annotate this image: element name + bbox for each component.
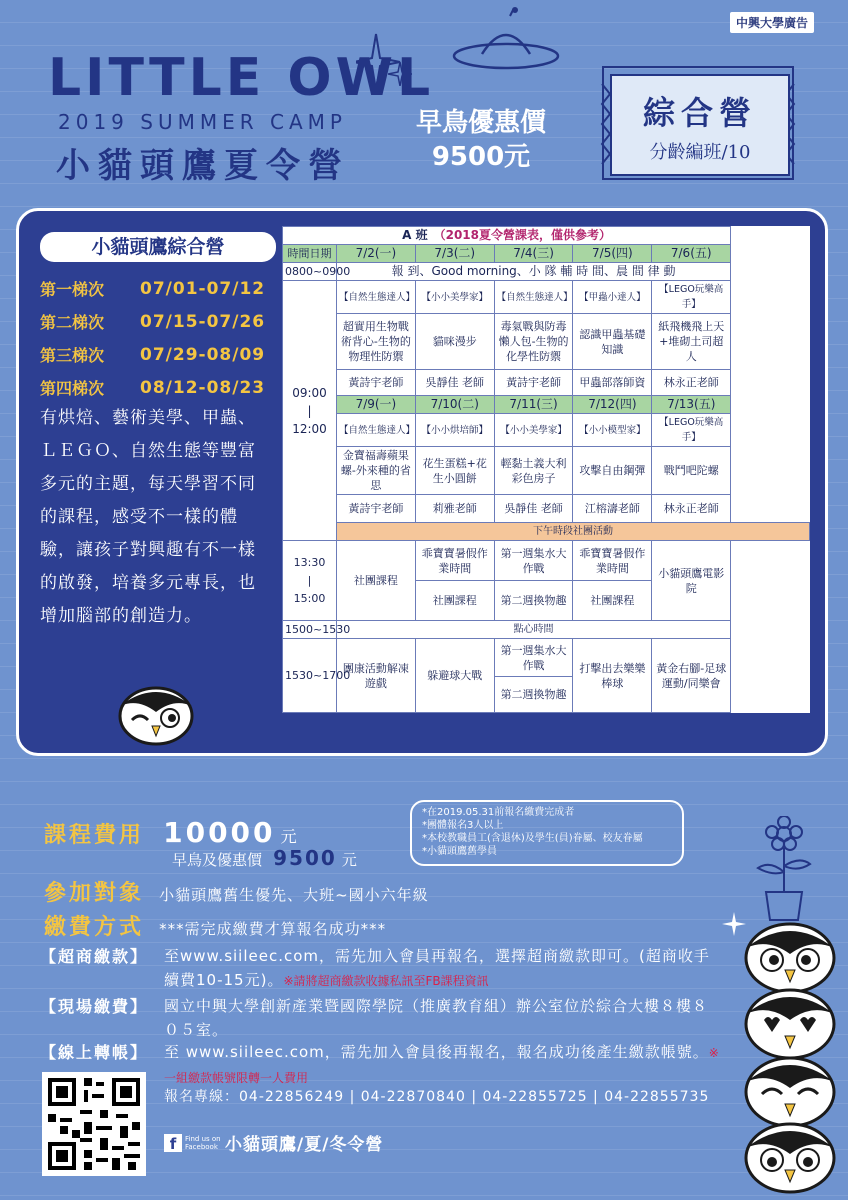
time-cell bbox=[283, 541, 337, 621]
schedule-note: （2018夏令營課表，僅供參考） bbox=[439, 228, 612, 242]
afternoon-banner-row bbox=[283, 523, 810, 541]
activity-cell: 乖寶寶暑假作業時間 bbox=[415, 541, 494, 581]
tag-cell: 【小小美學家】 bbox=[494, 414, 573, 447]
time-sep: | bbox=[307, 573, 312, 587]
ufo-icon bbox=[430, 6, 560, 86]
table-row bbox=[283, 447, 810, 495]
tag-cell: 【小小模型家】 bbox=[573, 414, 652, 447]
activity-cell: 社團課程 bbox=[573, 581, 652, 621]
teacher-cell: 吳靜佳 老師 bbox=[494, 495, 573, 523]
time-end: 15:00 bbox=[293, 591, 326, 605]
fee-unit: 元 bbox=[280, 827, 297, 846]
early-bird-badge bbox=[398, 106, 564, 174]
topic-cell: 戰鬥吧陀螺 bbox=[652, 447, 731, 495]
header-cell: 7/11(三) bbox=[494, 396, 573, 414]
time-cell: 0800~0900 bbox=[283, 263, 337, 281]
camp-description: 有烘焙、藝術美學、甲蟲、ＬＥＧＯ、自然生態等豐富多元的主題，每天學習不同的課程，感受不一樣的體驗，讓孩子對興趣有不一樣的啟發，培養多元專長，也增加腦部的創造力。 bbox=[40, 408, 256, 626]
time-end: 12:00 bbox=[292, 421, 327, 436]
session-dates: 07/29-08/09 bbox=[140, 344, 266, 365]
payment-row bbox=[44, 910, 386, 941]
schedule-title bbox=[283, 227, 731, 245]
topic-cell: 紙飛機飛上天+堆砌土司超人 bbox=[652, 314, 731, 370]
date-header-row bbox=[283, 396, 810, 414]
table-row bbox=[283, 370, 810, 396]
time-cell: 1530~1700 bbox=[283, 639, 337, 713]
time-sep: | bbox=[307, 403, 312, 418]
camp-title: 小貓頭鷹綜合營 bbox=[40, 232, 276, 262]
teacher-cell: 江榕濤老師 bbox=[573, 495, 652, 523]
time-cell bbox=[283, 281, 337, 541]
tag-cell: 【自然生態達人】 bbox=[494, 281, 573, 314]
tag-cell: 【自然生態達人】 bbox=[337, 414, 416, 447]
qr-code-icon bbox=[48, 1078, 140, 1170]
teacher-cell: 林永正老師 bbox=[652, 495, 731, 523]
session-item bbox=[40, 338, 280, 371]
teacher-cell: 黃詩宇老師 bbox=[494, 370, 573, 396]
pay-method-body bbox=[164, 1040, 720, 1090]
pay-method-warning: ※一組繳款帳號限轉一人費用 bbox=[164, 1046, 719, 1085]
pay-method-text: 至www.siileec.com，需先加入會員再報名，選擇超商繳款即可。(超商收手續費10-15元)。 bbox=[164, 947, 710, 989]
afternoon-banner: 下午時段社團活動 bbox=[337, 523, 810, 541]
pay-method-text: 國立中興大學創新產業暨國際學院（推廣教育組）辦公室位於綜合大樓８樓８０５室。 bbox=[164, 997, 709, 1039]
table-row bbox=[283, 263, 810, 281]
activity-cell: 社團課程 bbox=[415, 581, 494, 621]
owl-stack-icon bbox=[740, 920, 840, 1200]
activity-cell: 團康活動解凍遊戲 bbox=[337, 639, 416, 713]
pay-method-text: 至 www.siileec.com，需先加入會員後再報名，報名成功後產生繳款帳號。 bbox=[164, 1043, 709, 1061]
table-row bbox=[283, 314, 810, 370]
target-text: 小貓頭鷹舊生優先、大班~國小六年級 bbox=[159, 886, 429, 904]
pay-method-body bbox=[164, 944, 720, 993]
stamp-title: 綜合營 bbox=[642, 94, 757, 132]
table-row bbox=[283, 541, 810, 581]
session-item bbox=[40, 305, 280, 338]
session-dates: 07/15-07/26 bbox=[140, 311, 266, 332]
pay-method-body bbox=[164, 994, 720, 1042]
early-fee-row bbox=[172, 846, 357, 870]
teacher-cell: 黃詩宇老師 bbox=[337, 495, 416, 523]
teacher-cell: 林永正老師 bbox=[652, 370, 731, 396]
activity-cell: 社團課程 bbox=[337, 541, 416, 621]
fee-row bbox=[44, 816, 297, 849]
schedule-table bbox=[282, 226, 810, 713]
tag-cell: 【小小烘培師】 bbox=[415, 414, 494, 447]
date-header-row bbox=[283, 245, 810, 263]
pay-method-label: 【現場繳費】 bbox=[40, 997, 149, 1016]
tag-cell: 【甲蟲小達人】 bbox=[573, 281, 652, 314]
time-cell: 1500~1530 bbox=[283, 621, 337, 639]
topic-cell: 金寶福壽蘋果螺-外來種的省思 bbox=[337, 447, 416, 495]
payment-note: ***需完成繳費才算報名成功*** bbox=[159, 920, 387, 938]
activity-cell: 第一週集水大作戰 bbox=[494, 639, 573, 677]
topic-cell: 超實用生物戰術背心-生物的物理性防禦 bbox=[337, 314, 416, 370]
logo-subtitle: 2019 SUMMER CAMP bbox=[58, 110, 347, 134]
ad-tag: 中興大學廣告 bbox=[730, 12, 814, 33]
topic-cell: 毒氣戰與防毒懶人包-生物的化學性防禦 bbox=[494, 314, 573, 370]
activity-cell: 打擊出去樂樂棒球 bbox=[573, 639, 652, 713]
discount-note-item: *團體報名3人以上 bbox=[422, 820, 504, 831]
fee-label: 課程費用 bbox=[44, 823, 145, 848]
header-cell: 7/9(一) bbox=[337, 396, 416, 414]
teacher-cell: 黃詩宇老師 bbox=[337, 370, 416, 396]
table-row bbox=[283, 639, 810, 677]
time-start: 09:00 bbox=[292, 385, 327, 400]
teacher-cell: 吳靜佳 老師 bbox=[415, 370, 494, 396]
activity-cell: 黃金右腳-足球運動/同樂會 bbox=[652, 639, 731, 713]
qr-code[interactable] bbox=[42, 1072, 146, 1176]
topic-cell: 輕黏土義大利彩色房子 bbox=[494, 447, 573, 495]
activity-cell: 點心時間 bbox=[337, 621, 731, 639]
time-start: 13:30 bbox=[293, 555, 326, 569]
discount-note-item: *小貓頭鷹舊學員 bbox=[422, 846, 497, 857]
session-name: 第四梯次 bbox=[40, 379, 105, 398]
activity-cell: 第二週換物趣 bbox=[494, 581, 573, 621]
header-cell: 7/3(二) bbox=[415, 245, 494, 263]
fee-amount: 10000 bbox=[163, 816, 276, 849]
flower-icon bbox=[744, 816, 814, 926]
session-dates: 07/01-07/12 bbox=[140, 278, 266, 299]
session-item bbox=[40, 272, 280, 305]
table-row bbox=[283, 621, 810, 639]
early-fee-amount: 9500 bbox=[273, 846, 337, 870]
logo-chinese: 小貓頭鷹夏令營 bbox=[56, 146, 350, 186]
tag-cell: 【自然生態達人】 bbox=[337, 281, 416, 314]
header-cell: 7/4(三) bbox=[494, 245, 573, 263]
teacher-cell: 甲蟲部落師資 bbox=[573, 370, 652, 396]
early-bird-price: 9500元 bbox=[431, 142, 531, 172]
activity-cell: 躲避球大戰 bbox=[415, 639, 494, 713]
target-label: 參加對象 bbox=[44, 881, 145, 906]
topic-cell: 攻擊自由鋼彈 bbox=[573, 447, 652, 495]
header-cell: 7/12(四) bbox=[573, 396, 652, 414]
pay-method-warning: ※請將超商繳款收據私訊至FB課程資訊 bbox=[283, 974, 489, 988]
hotline: 報名專線：04-22856249 | 04-22870840 | 04-22855725 | 04-22855735 bbox=[164, 1089, 710, 1105]
topic-cell: 貓咪漫步 bbox=[415, 314, 494, 370]
header-cell: 7/2(一) bbox=[337, 245, 416, 263]
discount-notes bbox=[410, 800, 684, 866]
camp-stamp bbox=[600, 64, 796, 182]
logo-title: LITTLE OWL bbox=[48, 48, 435, 108]
table-row bbox=[283, 495, 810, 523]
session-item bbox=[40, 371, 280, 404]
teacher-cell: 莉雅老師 bbox=[415, 495, 494, 523]
header-cell: 7/13(五) bbox=[652, 396, 731, 414]
activity-cell: 第二週換物趣 bbox=[494, 677, 573, 713]
activity-cell: 乖寶寶暑假作業時間 bbox=[573, 541, 652, 581]
table-row bbox=[283, 281, 810, 314]
header-cell: 7/10(二) bbox=[415, 396, 494, 414]
tag-cell: 【LEGO玩樂高手】 bbox=[652, 281, 731, 314]
facebook-icon: f bbox=[164, 1134, 182, 1152]
activity-cell: 報 到、Good morning、小 隊 輔 時 間、晨 間 律 動 bbox=[337, 263, 731, 281]
topic-cell: 認識甲蟲基礎知識 bbox=[573, 314, 652, 370]
activity-cell: 第一週集水大作戰 bbox=[494, 541, 573, 581]
payment-label: 繳費方式 bbox=[44, 915, 145, 940]
tag-cell: 【LEGO玩樂高手】 bbox=[652, 414, 731, 447]
target-row bbox=[44, 876, 429, 907]
session-list bbox=[40, 272, 280, 404]
owl-wink-icon bbox=[118, 684, 194, 746]
facebook-small-text: Find us on Facebook bbox=[185, 1134, 221, 1151]
early-fee-label: 早鳥及優惠價 bbox=[172, 851, 263, 869]
stamp-subtitle: 分齡編班/10 bbox=[649, 142, 751, 163]
discount-note-item: *本校教職員工(含退休)及學生(員)眷屬、校友眷屬 bbox=[422, 833, 643, 844]
topic-cell: 花生蛋糕+花生小圓餅 bbox=[415, 447, 494, 495]
activity-cell: 小貓頭鷹電影院 bbox=[652, 541, 731, 621]
session-name: 第二梯次 bbox=[40, 313, 105, 332]
class-name: A 班 bbox=[402, 228, 428, 242]
facebook-page-name: 小貓頭鷹/夏/冬令營 bbox=[225, 1135, 384, 1155]
session-dates: 08/12-08/23 bbox=[140, 377, 266, 398]
pay-method-label: 【超商繳款】 bbox=[40, 947, 149, 966]
facebook-link[interactable] bbox=[164, 1130, 383, 1155]
early-bird-label: 早鳥優惠價 bbox=[415, 108, 546, 138]
early-fee-unit: 元 bbox=[341, 851, 357, 869]
session-name: 第三梯次 bbox=[40, 346, 105, 365]
header-cell: 7/5(四) bbox=[573, 245, 652, 263]
header-cell: 7/6(五) bbox=[652, 245, 731, 263]
table-row bbox=[283, 414, 810, 447]
tag-cell: 【小小美學家】 bbox=[415, 281, 494, 314]
session-name: 第一梯次 bbox=[40, 280, 105, 299]
pay-method-label: 【線上轉帳】 bbox=[40, 1043, 149, 1062]
discount-note-item: *在2019.05.31前報名繳費完成者 bbox=[422, 807, 575, 818]
header-cell: 時間日期 bbox=[283, 245, 337, 263]
